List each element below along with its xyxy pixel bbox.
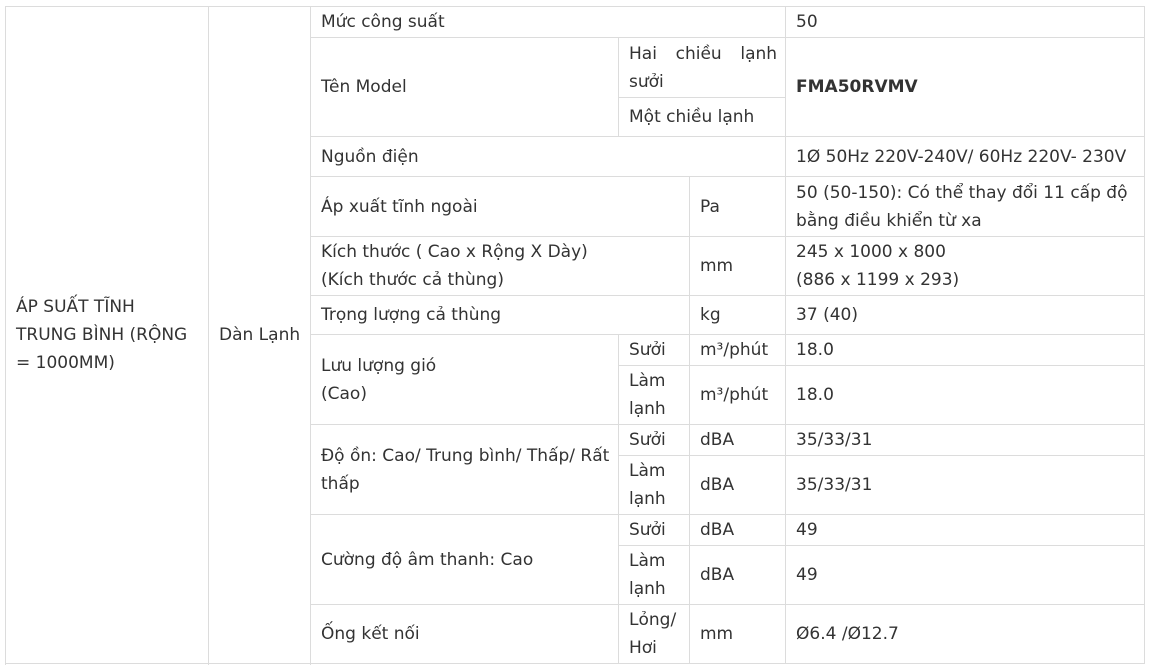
airflow-cool-unit: m³/phút: [690, 366, 786, 425]
model-label: Tên Model: [311, 38, 619, 137]
noise-heat-unit: dBA: [690, 425, 786, 456]
dimensions-label-line1: Kích thước ( Cao x Rộng X Dày): [321, 242, 588, 262]
dimensions-unit: mm: [690, 237, 786, 296]
airflow-heat-mode: Sưởi: [619, 335, 690, 366]
sound-power-label: Cường độ âm thanh: Cao: [311, 515, 619, 605]
sound-power-cool-unit: dBA: [690, 546, 786, 605]
weight-unit: kg: [690, 296, 786, 335]
model-sub-cool-only: Một chiều lạnh: [619, 98, 786, 137]
static-pressure-value: 50 (50-150): Có thể thay đổi 11 cấp độ bằng điều khiển từ xa: [786, 177, 1145, 237]
sound-power-cool-value: 49: [786, 546, 1145, 605]
noise-heat-mode: Sưởi: [619, 425, 690, 456]
airflow-label-line2: (Cao): [321, 383, 367, 404]
airflow-label: [311, 335, 619, 425]
power-value: 1Ø 50Hz 220V-240V/ 60Hz 220V- 230V: [786, 137, 1145, 177]
static-pressure-unit: Pa: [690, 177, 786, 237]
piping-mode: Lỏng/ Hơi: [619, 605, 690, 664]
weight-label: Trọng lượng cả thùng: [311, 296, 690, 335]
noise-cool-value: 35/33/31: [786, 456, 1145, 515]
sound-power-heat-unit: dBA: [690, 515, 786, 546]
noise-label: Độ ồn: Cao/ Trung bình/ Thấp/ Rất thấp: [311, 425, 619, 515]
weight-value: 37 (40): [786, 296, 1145, 335]
capacity-value: 50: [786, 7, 1145, 38]
model-sub-heat-cool: Hai chiều lạnh sưởi: [619, 38, 786, 98]
noise-cool-mode: Làm lạnh: [619, 456, 690, 515]
section-label: ÁP SUẤT TĨNH TRUNG BÌNH (RỘNG = 1000MM): [6, 7, 209, 664]
spec-table: [5, 6, 1145, 664]
dimensions-label-line2: (Kích thước cả thùng): [321, 270, 504, 290]
dimensions-value-line2: (886 x 1199 x 293): [796, 270, 960, 290]
sound-power-cool-mode: Làm lạnh: [619, 546, 690, 605]
airflow-label-line1: Lưu lượng gió: [321, 355, 437, 376]
static-pressure-label: Áp xuất tĩnh ngoài: [311, 177, 690, 237]
piping-value: Ø6.4 /Ø12.7: [786, 605, 1145, 664]
dimensions-label: [311, 237, 690, 296]
capacity-label: Mức công suất: [311, 7, 786, 38]
sound-power-heat-value: 49: [786, 515, 1145, 546]
airflow-cool-value: 18.0: [786, 366, 1145, 425]
sound-power-heat-mode: Sưởi: [619, 515, 690, 546]
unit-group-label: Dàn Lạnh: [209, 7, 311, 664]
airflow-cool-mode: Làm lạnh: [619, 366, 690, 425]
noise-cool-unit: dBA: [690, 456, 786, 515]
piping-label: Ống kết nối: [311, 605, 619, 664]
airflow-heat-value: 18.0: [786, 335, 1145, 366]
piping-unit: mm: [690, 605, 786, 664]
model-value: FMA50RVMV: [786, 38, 1145, 137]
dimensions-value-line1: 245 x 1000 x 800: [796, 242, 946, 262]
table-row: [6, 7, 1145, 38]
dimensions-value: [786, 237, 1145, 296]
airflow-heat-unit: m³/phút: [690, 335, 786, 366]
power-label: Nguồn điện: [311, 137, 786, 177]
noise-heat-value: 35/33/31: [786, 425, 1145, 456]
